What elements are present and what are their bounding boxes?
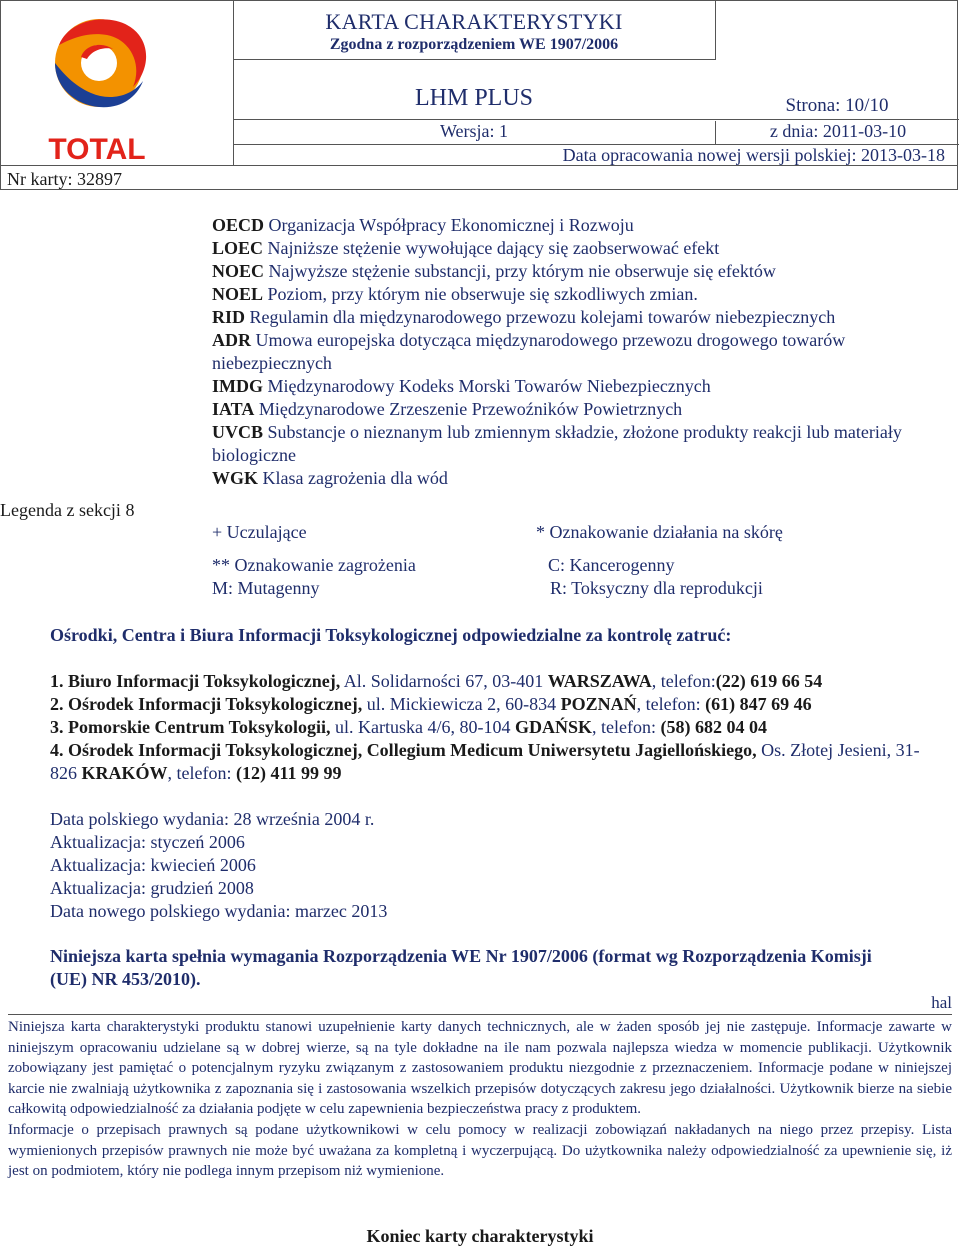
abbr-row: RID Regulamin dla międzynarodowego przewozu kolejami towarów niebezpiecznych	[212, 307, 836, 327]
symbol-m: M: Mutagenny	[212, 578, 320, 598]
centre-item: 2. Ośrodek Informacji Toksykologicznej, ul. Mickiewicza 2, 60-834 POZNAŃ, telefon: (61) 847 69 46	[50, 694, 812, 714]
abbr-row: NOEL Poziom, przy którym nie obserwuje się szkodliwych zmian.	[212, 284, 698, 304]
symbol-double-star: ** Oznakowanie zagrożenia	[212, 555, 416, 575]
abbr-row: WGK Klasa zagrożenia dla wód	[212, 468, 448, 488]
abbr-row: IATA Międzynarodowe Zrzeszenie Przewoźników Powietrznych	[212, 399, 683, 419]
abbr-row: UVCB Substancje o nieznanym lub zmiennym składzie, złożone produkty reakcji lub materiały biologiczne	[212, 422, 902, 465]
abbreviation-list	[212, 214, 912, 490]
document-header	[0, 0, 958, 190]
disclaimer-paragraph: Informacje o przepisach prawnych są podane użytkownikowi w celu pomocy w realizacji zobowiązań nakładanych na niego przez przepisy. Lista wymienionych przepisów prawnych nie może być uważana za kompletną i wyczerpującą. Do użytkownika należy odpowiedzialność za upewnienie się, iż jest on podmiotem, który nie podlega innym przepisom niż wymienione.	[8, 1121, 952, 1180]
logo-wordmark: TOTAL	[48, 133, 146, 165]
centres-title: Ośrodki, Centra i Biura Informacji Toksykologicznej odpowiedzialne za kontrolę zatruć:	[50, 625, 732, 645]
title-cell	[233, 1, 716, 60]
regulation-subtitle: Zgodna z rozporządzeniem WE 1907/2006	[329, 36, 619, 53]
product-name: LHM PLUS	[414, 85, 534, 111]
centres-list	[50, 670, 930, 785]
date-line: Aktualizacja: styczeń 2006	[50, 832, 245, 852]
centre-item: 4. Ośrodek Informacji Toksykologicznej, Collegium Medicum Uniwersytetu Jagiellońskiego, Os. Złotej Jesieni, 31-826 KRAKÓW, telefon: (12) 411 99 99	[50, 740, 920, 783]
compliance-statement: Niniejsza karta spełnia wymagania Rozporządzenia WE Nr 1907/2006 (format wg Rozporządzenia Komisji (UE) NR 453/2010).	[50, 946, 872, 989]
symbol-r: R: Toksyczny dla reprodukcji	[550, 578, 763, 598]
date-line: Aktualizacja: kwiecień 2006	[50, 855, 256, 875]
revision-date: Data opracowania nowej wersji polskiej: 2013-03-18	[562, 145, 945, 165]
date-line: Data polskiego wydania: 28 września 2004 r.	[50, 809, 375, 829]
total-logo	[1, 1, 233, 165]
document-title: KARTA CHARAKTERYSTYKI	[325, 9, 623, 34]
abbr-row: NOEC Najwyższe stężenie substancji, przy którym nie obserwuje się efektów	[212, 261, 776, 281]
abbr-row: IMDG Międzynarodowy Kodeks Morski Towarów Niebezpiecznych	[212, 376, 711, 396]
legend-label: Legenda z sekcji 8	[0, 500, 135, 520]
disclaimer-paragraph: Niniejsza karta charakterystyki produktu stanowi uzupełnienie karty danych technicznych, ale w żaden sposób jej nie zastępuje. Informacje zawarte w niniejszym opracowaniu udzielane są w dobrej wierze, są na tyle dokładne na ile nam pozwala najlepsza wiedza w momencie publikacji. Użytkownik zobowiązany jest pamiętać o potencjalnym ryzyku związanym z zastosowaniem produktu niezgodnie z przeznaczeniem. Informacje podane w niniejszej karcie nie zwalniają użytkownika z zapoznania się i zastosowania wszelkich przepisów dotyczących zakresu jego działalności. Użytkownik bierze na siebie całkowitą odpowiedzialność za działania podjęte w celu zapewnienia bezpieczeństwa pracy z produktem.	[8, 1019, 952, 1118]
version-date: z dnia: 2011-03-10	[715, 121, 960, 145]
logo-cell	[1, 1, 234, 165]
card-number: Nr karty: 32897	[1, 165, 958, 191]
version: Wersja: 1	[439, 121, 509, 141]
symbol-c: C: Kancerogenny	[548, 555, 675, 575]
abbr-row: ADR Umowa europejska dotycząca międzynarodowego przewozu drogowego towarów niebezpiecznych	[212, 330, 846, 373]
centre-item: 1. Biuro Informacji Toksykologicznej, Al. Solidarności 67, 03-401 WARSZAWA, telefon:(22) 619 66 54	[50, 671, 823, 691]
version-row	[233, 119, 959, 145]
page-number: Strona: 10/10	[785, 95, 889, 116]
date-line: Data nowego polskiego wydania: marzec 2013	[50, 901, 388, 921]
date-line: Aktualizacja: grudzień 2008	[50, 878, 254, 898]
author-mark: hal	[931, 993, 952, 1012]
disclaimer	[8, 1014, 952, 1182]
symbol-plus: + Uczulające	[212, 522, 307, 542]
abbr-row: LOEC Najniższe stężenie wywołujące dający się zaobserwować efekt	[212, 238, 720, 258]
abbr-row: OECD Organizacja Współpracy Ekonomicznej i Rozwoju	[212, 215, 634, 235]
end-of-document: Koniec karty charakterystyki	[366, 1226, 594, 1246]
symbol-star: * Oznakowanie działania na skórę	[536, 522, 783, 542]
centre-item: 3. Pomorskie Centrum Toksykologii, ul. Kartuska 4/6, 80-104 GDAŃSK, telefon: (58) 682 04 04	[50, 717, 768, 737]
edition-dates	[50, 808, 387, 923]
